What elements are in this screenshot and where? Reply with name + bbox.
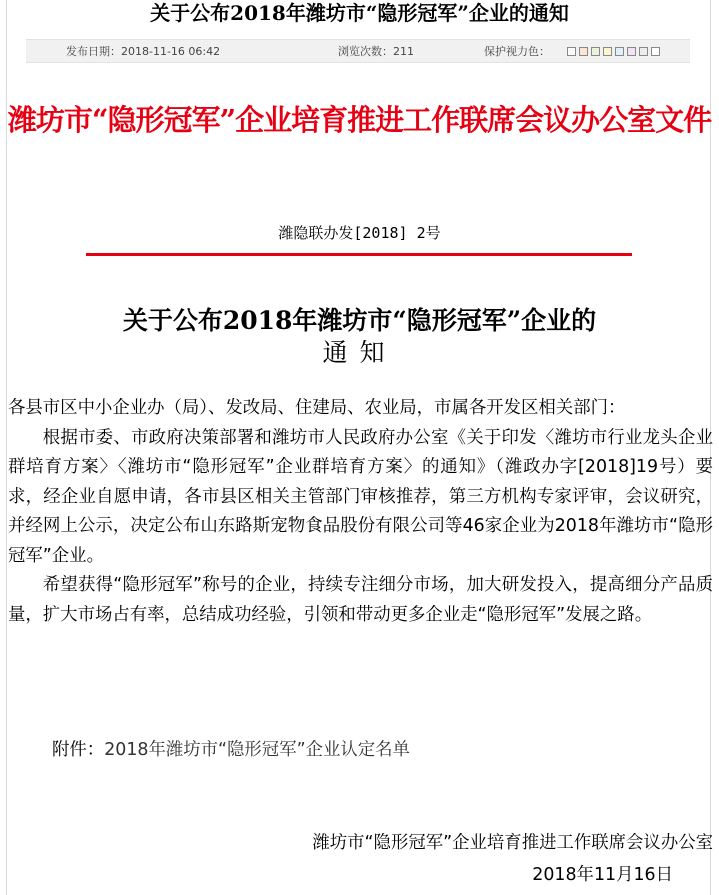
attachment-link[interactable]: 2018年潍坊市“隐形冠军”企业认定名单 <box>104 740 410 760</box>
eye-care-swatch[interactable] <box>567 47 576 56</box>
signature-date: 2018年11月16日 <box>532 865 673 885</box>
publish-date <box>66 40 220 64</box>
publish-date-label: 发布日期： <box>66 45 121 58</box>
eye-care-swatch[interactable] <box>603 47 612 56</box>
paragraph: 希望获得“隐形冠军”称号的企业，持续专注细分市场，加大研发投入，提高细分产品质量，扩大市场占有率，总结成功经验，引领和带动更多企业走“隐形冠军”发展之路。 <box>8 575 713 625</box>
view-count-label: 浏览次数： <box>338 45 393 58</box>
signature: 潍坊市“隐形冠军”企业培育推进工作联席会议办公室 <box>312 833 713 853</box>
eye-care-swatches <box>567 47 660 56</box>
paragraph: 根据市委、市政府决策部署和潍坊市人民政府办公室《关于印发〈潍坊市行业龙头企业群培育方案〉〈潍坊市“隐形冠军”企业群培育方案〉的通知》（潍政办字[2018]19号）要求，经企业自愿申请，各市县区相关主管部门审核推荐，第三方机构专家评审，会议研究，并经网上公示，决定公布山东路斯宠物食品股份有限公司等46家企业为2018年潍坊市“隐形冠军”企业。 <box>8 427 713 566</box>
eye-care-swatch[interactable] <box>591 47 600 56</box>
document-body <box>8 394 713 630</box>
eye-care-label: 保护视力色： <box>484 45 550 58</box>
article-title: 关于公布2018年潍坊市“隐形冠军”企业的通知 <box>150 1 569 25</box>
view-count <box>338 40 414 64</box>
eye-care-swatch[interactable] <box>615 47 624 56</box>
salutation: 各县市区中小企业办（局）、发改局、住建局、农业局，市属各开发区相关部门： <box>8 398 626 418</box>
publish-date-value: 2018-11-16 06:42 <box>121 45 221 58</box>
document-title: 关于公布2018年潍坊市“隐形冠军”企业的 <box>122 306 597 335</box>
eye-care-swatch[interactable] <box>639 47 648 56</box>
attachment-label: 附件： <box>52 740 105 760</box>
view-count-value: 211 <box>393 45 414 58</box>
document-header: 潍坊市“隐形冠军”企业培育推进工作联席会议办公室文件 <box>7 103 712 137</box>
eye-care-swatch[interactable] <box>627 47 636 56</box>
red-divider <box>86 253 632 256</box>
document-number: 潍隐联办发[2018] 2号 <box>278 224 441 242</box>
document-title-second-line: 通知 <box>322 338 397 367</box>
eye-care-swatch[interactable] <box>651 47 660 56</box>
eye-care-swatch[interactable] <box>579 47 588 56</box>
attachment <box>52 736 410 764</box>
meta-bar <box>26 39 690 63</box>
